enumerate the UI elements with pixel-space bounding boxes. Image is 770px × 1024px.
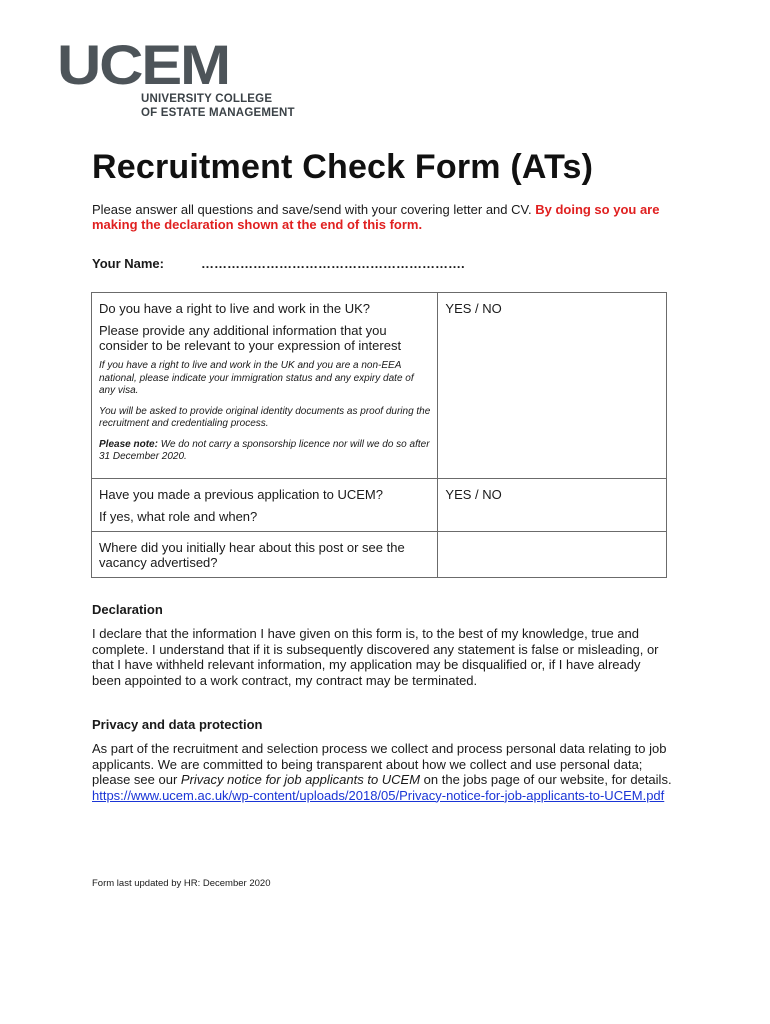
privacy-notice-title: Privacy notice for job applicants to UCEM — [180, 772, 421, 787]
ucem-wordmark — [57, 40, 297, 90]
question-cell — [92, 478, 438, 531]
table-row — [92, 478, 667, 531]
name-blank[interactable]: ……………………………………………………. — [201, 256, 465, 271]
declaration-heading: Declaration — [92, 602, 163, 617]
answer-cell-right-to-work[interactable]: YES / NO — [438, 293, 667, 479]
note-immigration: If you have a right to live and work in the UK and you are a non-EEA national, please indicate your immigration status and any expiry date of any visa. — [99, 360, 414, 396]
note-sponsorship-text: We do not carry a sponsorship licence nor will we do so after 31 December 2020. — [99, 438, 430, 462]
logo-subtitle-line2: OF ESTATE MANAGEMENT — [141, 107, 295, 119]
privacy-notice-link[interactable]: https://www.ucem.ac.uk/wp-content/uploads/2018/05/Privacy-notice-for-job-applicants-to-UCEM.pdf — [92, 787, 665, 803]
note-identity-documents: You will be asked to provide original identity documents as proof during the recruitment and credentialing process. — [99, 405, 431, 429]
question-vacancy-source: Where did you initially hear about this post or see the vacancy advertised? — [99, 539, 405, 570]
question-cell — [92, 531, 438, 577]
answer-cell-vacancy-source[interactable] — [438, 531, 667, 577]
logo-subtitle — [141, 92, 295, 120]
privacy-text — [92, 741, 672, 803]
ucem-logo — [57, 40, 297, 120]
answer-cell-previous-application[interactable]: YES / NO — [438, 478, 667, 531]
question-cell — [92, 293, 438, 479]
note-sponsorship-label: Please note: — [99, 438, 158, 450]
question-right-to-work: Do you have a right to live and work in the UK? — [99, 301, 370, 316]
table-row — [92, 531, 667, 577]
privacy-text-before: As part of the recruitment and selection process we collect and process personal data relating to job applicants. We are committed to being transparent about how we collect and use personal data; please see our — [92, 741, 667, 787]
table-row — [92, 293, 667, 479]
privacy-text-after: on the jobs page of our website, for details. — [420, 772, 672, 787]
question-additional-info: Please provide any additional information that you consider to be relevant to your expression of interest — [99, 323, 402, 353]
name-field — [92, 256, 465, 271]
ucem-wordmark-text: UCEM — [57, 40, 229, 90]
page-title: Recruitment Check Form (ATs) — [92, 148, 594, 186]
form-updated-footer: Form last updated by HR: December 2020 — [92, 878, 271, 889]
intro-text — [92, 202, 672, 232]
declaration-text: I declare that the information I have given on this form is, to the best of my knowledge, true and complete. I understand that if it is subsequently discovered any statement is false or misleading, or that I have withheld relevant information, my application may be disqualified or, if I have already been appointed to a work contract, my contract may be terminated. — [92, 626, 659, 688]
intro-plain: Please answer all questions and save/send with your covering letter and CV. — [92, 202, 536, 217]
name-label: Your Name: — [92, 256, 164, 271]
logo-subtitle-line1: UNIVERSITY COLLEGE — [141, 93, 273, 105]
note-sponsorship — [99, 439, 430, 464]
intro-emphasis: By doing so you are making the declaration shown at the end of this form. — [92, 202, 660, 232]
question-previous-application: Have you made a previous application to UCEM? — [99, 486, 383, 502]
privacy-heading: Privacy and data protection — [92, 717, 263, 732]
question-previous-role: If yes, what role and when? — [99, 508, 258, 524]
questions-table — [91, 292, 667, 578]
